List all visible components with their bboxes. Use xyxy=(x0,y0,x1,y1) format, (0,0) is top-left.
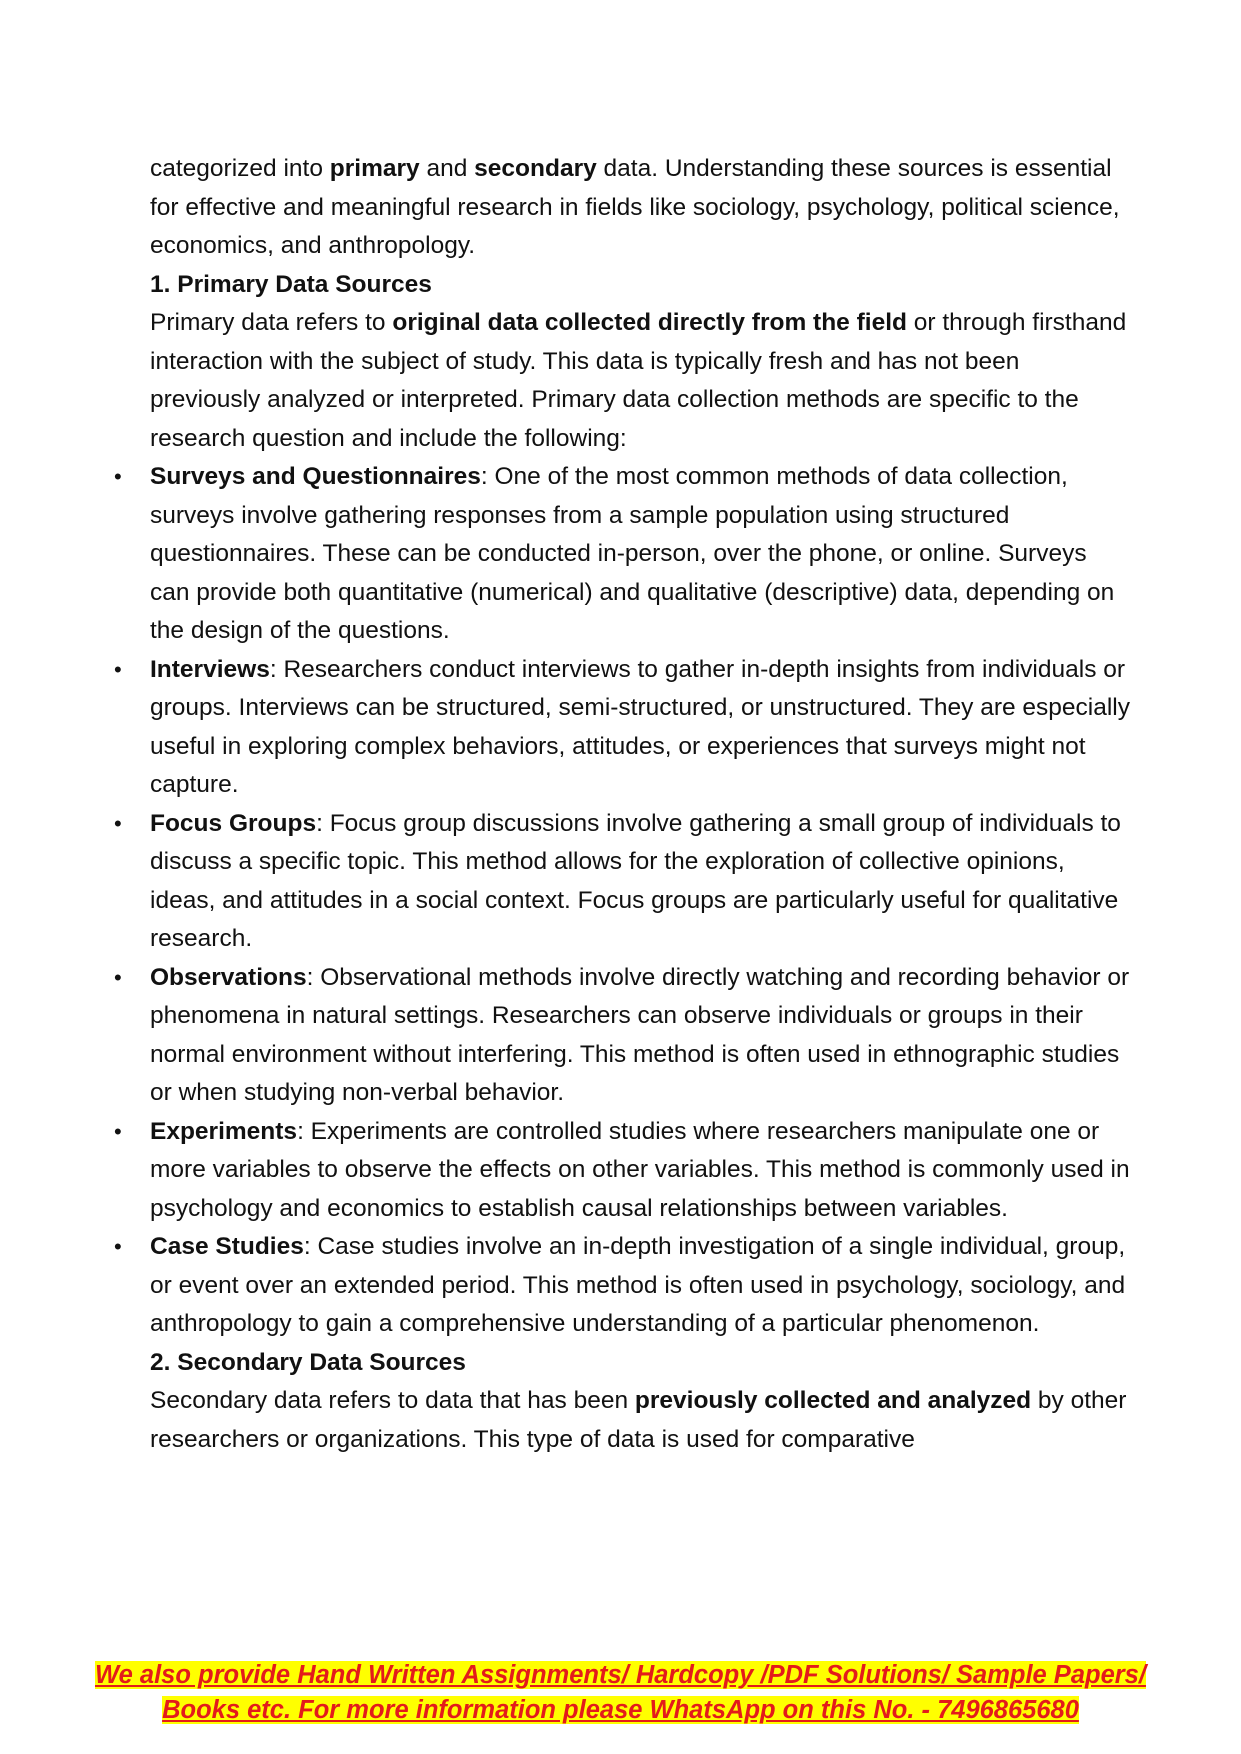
list-item xyxy=(114,1228,1130,1344)
bullet-icon: • xyxy=(114,1234,122,1259)
primary-paragraph xyxy=(150,304,1130,458)
promo-line-1: We also provide Hand Written Assignments/ Hardcopy /PDF Solutions/ Sample Papers/ xyxy=(95,1661,1146,1689)
method-term: Focus Groups xyxy=(150,809,317,837)
intro-paragraph xyxy=(150,150,1130,266)
method-text: : One of the most common methods of data collection, surveys involve gathering responses from a sample population using structured questionnaires. These can be conducted in-person, over the phone, or online. Surveys can provide both quantitative (numerical) and qualitative (descriptive) data, depending on the design of the questions. xyxy=(150,463,1115,644)
document-body xyxy=(114,150,1130,1459)
intro-text-3: data. Understanding these sources is essential for effective and meaningful research in fields like sociology, psychology, political science, economics, and anthropology. xyxy=(150,155,1120,259)
method-text: : Case studies involve an in-depth investigation of a single individual, group, or event over an extended period. This method is often used in psychology, sociology, and anthropology to gain a comprehensive understanding of a particular phenomenon. xyxy=(150,1233,1126,1337)
intro-bold-primary: primary xyxy=(329,155,420,182)
intro-bold-secondary: secondary xyxy=(474,155,597,182)
promo-line-2: Books etc. For more information please WhatsApp on this No. - 7496865680 xyxy=(162,1696,1079,1724)
secondary-bold: previously collected and analyzed xyxy=(634,1387,1032,1414)
secondary-paragraph xyxy=(150,1382,1130,1459)
secondary-text-1: Secondary data refers to data that has been xyxy=(150,1387,635,1414)
secondary-heading xyxy=(150,1344,1130,1383)
intro-text-1: categorized into xyxy=(150,155,330,182)
secondary-text-2: by other researchers or organizations. This type of data is used for comparative xyxy=(150,1387,1127,1453)
list-item xyxy=(114,1113,1130,1229)
promo-footer xyxy=(80,1658,1161,1728)
method-text: : Experiments are controlled studies where researchers manipulate one or more variables to observe the effects on other variables. This method is commonly used in psychology and economics to establish causal relationships between variables. xyxy=(150,1117,1130,1222)
method-term: Observations xyxy=(150,963,307,991)
method-text: : Researchers conduct interviews to gather in-depth insights from individuals or groups. Interviews can be structured, semi-structured, or unstructured. They are especially useful in exploring complex behaviors, attitudes, or experiences that surveys might not capture. xyxy=(150,655,1130,798)
bullet-icon: • xyxy=(114,1118,122,1144)
bullet-icon: • xyxy=(114,810,122,836)
method-term: Experiments xyxy=(150,1117,298,1145)
method-term: Case Studies xyxy=(150,1233,304,1260)
primary-bold: original data collected directly from the field xyxy=(392,309,907,336)
list-item xyxy=(114,805,1130,959)
method-text: : Observational methods involve directly watching and recording behavior or phenomena in natural settings. Researchers can observe individuals or groups in their normal environment without interfering. This method is often used in ethnographic studies or when studying non-verbal behavior. xyxy=(150,963,1130,1106)
primary-heading xyxy=(150,266,1130,305)
list-item xyxy=(114,651,1130,805)
method-text: : Focus group discussions involve gathering a small group of individuals to discuss a specific topic. This method allows for the exploration of collective opinions, ideas, and attitudes in a social context. Focus groups are particularly useful for qualitative research. xyxy=(150,809,1121,952)
intro-text-2: and xyxy=(419,155,475,182)
bullet-icon: • xyxy=(114,656,122,682)
bullet-icon: • xyxy=(114,464,122,489)
primary-text-2: or through firsthand interaction with the subject of study. This data is typically fresh and has not been previously analyzed or interpreted. Primary data collection methods are specific to the research question and include the following: xyxy=(150,309,1127,452)
methods-list xyxy=(114,458,1130,1344)
secondary-heading-text: 2. Secondary Data Sources xyxy=(150,1348,466,1376)
method-term: Interviews xyxy=(150,655,270,683)
bullet-icon: • xyxy=(114,964,122,990)
method-term: Surveys and Questionnaires xyxy=(150,463,481,490)
list-item xyxy=(114,458,1130,651)
primary-text-1: Primary data refers to xyxy=(150,309,393,336)
list-item xyxy=(114,959,1130,1113)
primary-heading-text: 1. Primary Data Sources xyxy=(150,270,432,298)
